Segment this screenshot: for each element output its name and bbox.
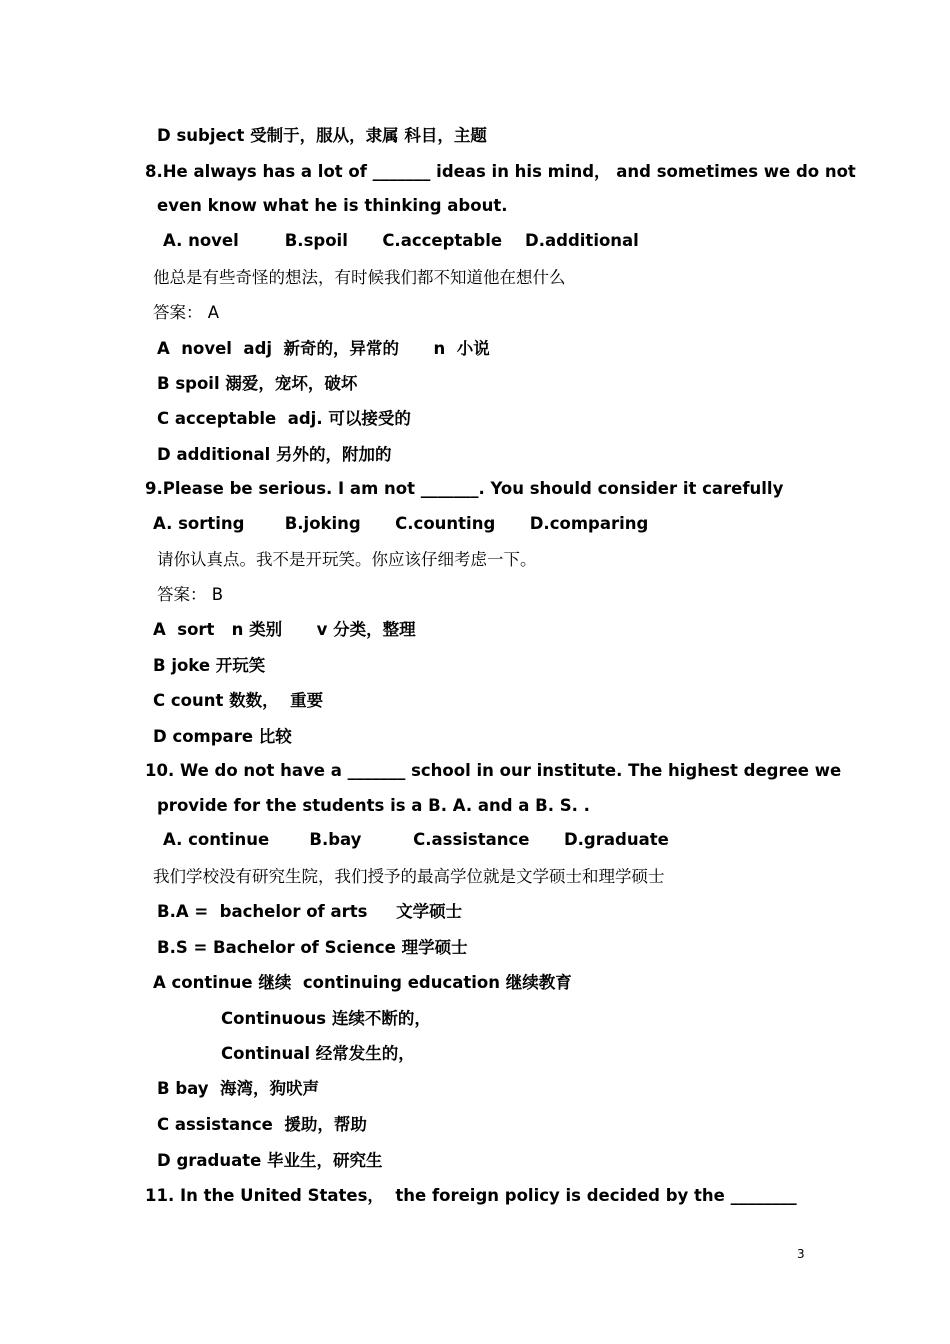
text-line: B joke 开玩笑: [153, 656, 266, 675]
text-line: 我们学校没有研究生院，我们授予的最高学位就是文学硕士和理学硕士: [153, 867, 665, 886]
text-line: D subject 受制于，服从，隶属 科目，主题: [157, 126, 487, 145]
text-line: D compare 比较: [153, 727, 292, 746]
question-8-answer: 答案： A: [153, 303, 220, 322]
question-9-options: A. sorting B.joking C.counting D.comparing: [153, 514, 649, 533]
text-line: C count 数数， 重要: [153, 691, 324, 710]
text-line: provide for the students is a B. A. and a B. S. .: [157, 796, 590, 815]
question-11-stem: 11. In the United States， the foreign policy is decided by the ________: [145, 1186, 797, 1205]
text-line: 请你认真点。我不是开玩笑。你应该仔细考虑一下。: [157, 550, 537, 569]
text-line: Continuous 连续不断的，: [221, 1009, 431, 1028]
text-line: 他总是有些奇怪的想法，有时候我们都不知道他在想什么: [153, 268, 566, 287]
text-line: D additional 另外的，附加的: [157, 445, 392, 464]
question-10-options: A. continue B.bay C.assistance D.graduate: [163, 830, 669, 849]
text-line: A sort n 类别 v 分类，整理: [153, 620, 416, 639]
text-line: B.A = bachelor of arts 文学硕士: [157, 902, 463, 921]
question-10-stem: 10. We do not have a _______ school in our institute. The highest degree we: [145, 761, 842, 780]
text-line: A continue 继续 continuing education 继续教育: [153, 973, 572, 992]
question-8-stem: 8.He always has a lot of _______ ideas in his mind， and sometimes we do not: [145, 162, 856, 181]
text-line: Continual 经常发生的，: [221, 1044, 415, 1063]
text-line: A novel adj 新奇的，异常的 n 小说: [157, 339, 490, 358]
text-line: B.S = Bachelor of Science 理学硕士: [157, 938, 468, 957]
page-number: 3: [797, 1247, 805, 1261]
text-line: C assistance 援助，帮助: [157, 1115, 367, 1134]
text-line: B bay 海湾，狗吠声: [157, 1079, 320, 1098]
text-line: even know what he is thinking about.: [157, 196, 508, 215]
text-line: B spoil 溺爱，宠坏，破坏: [157, 374, 358, 393]
question-9-answer: 答案： B: [157, 585, 224, 604]
question-9-stem: 9.Please be serious. I am not _______. You should consider it carefully: [145, 479, 784, 498]
question-8-options: A. novel B.spoil C.acceptable D.additional: [163, 231, 639, 250]
text-line: D graduate 毕业生，研究生: [157, 1151, 383, 1170]
text-line: C acceptable adj. 可以接受的: [157, 409, 411, 428]
